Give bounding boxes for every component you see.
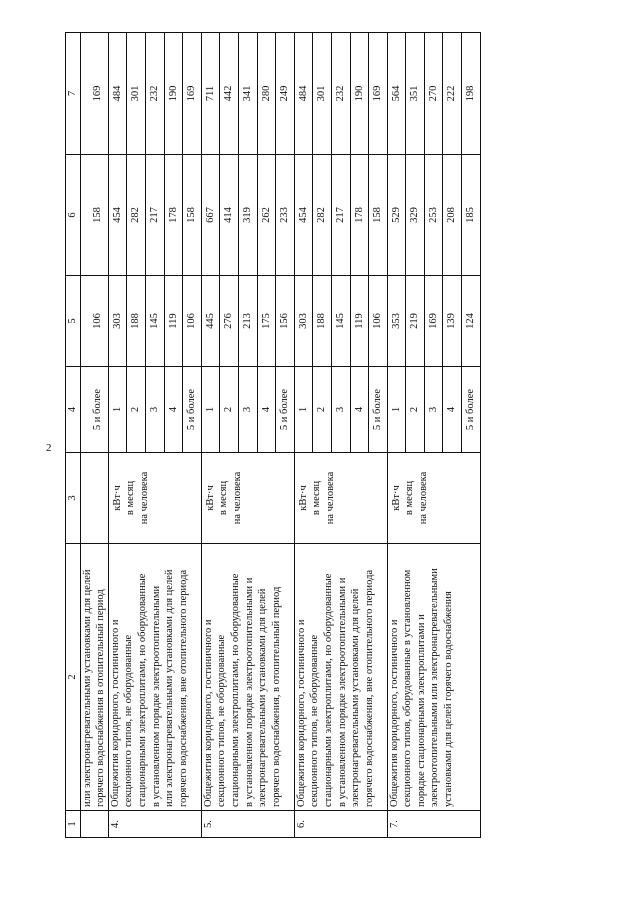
row-number: 4. [108, 811, 201, 838]
continuation-num-cell [80, 811, 108, 838]
value-col-5: 119 [350, 276, 369, 366]
rooms-cell: 4 [257, 367, 276, 452]
rooms-cell-group [108, 367, 201, 453]
value-col-5-group [387, 276, 480, 367]
value-col-5-group [294, 276, 387, 367]
value-col-5-group [108, 276, 201, 367]
table-row [201, 33, 294, 838]
description-line: горячего водоснабжения в отопительный период [95, 589, 107, 807]
row-number: 7. [387, 811, 480, 838]
value-col-6: 329 [405, 155, 424, 275]
value-col-6-group [108, 155, 201, 276]
unit-line: в месяц [218, 480, 230, 516]
value-col-7: 198 [461, 33, 480, 154]
value-col-6: 529 [390, 207, 402, 223]
value-col-7: 249 [275, 33, 294, 154]
value-col-5: 119 [164, 276, 183, 366]
table-row [108, 33, 201, 838]
unit-line: в месяц [311, 480, 323, 516]
header-col-4: 4 [66, 367, 81, 453]
value-col-6: 158 [368, 155, 387, 275]
value-col-7: 169 [368, 33, 387, 154]
description-line: Общежития коридорного, гостиничного и [202, 619, 214, 807]
unit-line: на человека [231, 471, 243, 525]
rooms-cell: 2 [219, 367, 238, 452]
table-row [294, 33, 387, 838]
rooms-cell-group [294, 367, 387, 453]
value-col-6: 158 [182, 155, 201, 275]
value-col-6: 414 [219, 155, 238, 275]
value-col-6-group [387, 155, 480, 276]
description-line: Общежития коридорного, гостиничного и [295, 619, 307, 807]
rooms-cell: 5 и более [80, 367, 108, 453]
value-col-5: 156 [275, 276, 294, 366]
value-col-5: 145 [145, 276, 164, 366]
value-col-5: 445 [204, 313, 216, 329]
unit-line: кВт·ч [297, 485, 309, 511]
value-col-5: 175 [257, 276, 276, 366]
continuation-description [80, 544, 108, 811]
value-col-5: 169 [424, 276, 443, 366]
value-col-6: 253 [424, 155, 443, 275]
header-col-2: 2 [66, 544, 81, 811]
description-line: порядке стационарными электроплитами и [415, 614, 427, 807]
value-col-5: 219 [405, 276, 424, 366]
description-line: электронагревательными установками для целей [350, 588, 362, 807]
rooms-cell: 5 и более [461, 367, 480, 452]
description-line: горячего водоснабжения, вне отопительного периода [363, 569, 375, 807]
value-col-5: 213 [238, 276, 257, 366]
rooms-cell: 5 и более [275, 367, 294, 452]
header-col-3: 3 [66, 453, 81, 544]
description-line: стационарными электроплитами, но оборудованные [322, 573, 334, 807]
value-col-7: 270 [424, 33, 443, 154]
description-line: электронагревательными установками для целей [257, 588, 269, 807]
value-col-7: 484 [111, 85, 123, 102]
value-col-6: 217 [331, 155, 350, 275]
value-col-5: 106 [80, 276, 108, 367]
value-col-7: 301 [312, 33, 331, 154]
header-col-6: 6 [66, 155, 81, 276]
unit-line: кВт·ч [204, 485, 216, 511]
description-line: горячего водоснабжения, вне отопительного периода [177, 569, 189, 807]
value-col-7: 351 [405, 33, 424, 154]
description-line: секционного типов, не оборудованные [309, 634, 321, 807]
header-col-7: 7 [66, 33, 81, 155]
value-col-6: 282 [312, 155, 331, 275]
rooms-cell: 2 [405, 367, 424, 452]
description-line: в установленном порядке электроотопительными и [243, 577, 255, 807]
value-col-5: 106 [368, 276, 387, 366]
value-col-6: 178 [350, 155, 369, 275]
value-col-5: 188 [126, 276, 145, 366]
description-line: электроотопительными или электронагревательными [429, 568, 441, 807]
row-number: 6. [294, 811, 387, 838]
rooms-cell: 2 [126, 367, 145, 452]
unit-line: в месяц [404, 480, 416, 516]
value-col-6-group [201, 155, 294, 276]
value-col-5: 106 [182, 276, 201, 366]
value-col-7: 301 [126, 33, 145, 154]
value-col-7: 711 [204, 85, 216, 102]
description-line: в установленном порядке электроотопительными и [336, 577, 348, 807]
rooms-cell: 4 [350, 367, 369, 452]
rooms-cell: 3 [238, 367, 257, 452]
row-description [108, 544, 201, 811]
consumption-norms-table [65, 32, 481, 838]
rooms-cell-group [387, 367, 480, 453]
row-description [294, 544, 387, 811]
unit-cell [294, 453, 387, 544]
description-line: секционного типов, не оборудованные [216, 634, 228, 807]
unit-line: на человека [138, 471, 150, 525]
value-col-5: 139 [442, 276, 461, 366]
value-col-5-group [201, 276, 294, 367]
rooms-cell: 2 [312, 367, 331, 452]
row-number: 5. [201, 811, 294, 838]
value-col-7: 232 [145, 33, 164, 154]
rooms-cell: 4 [442, 367, 461, 452]
value-col-7-group [201, 33, 294, 155]
unit-line: на человека [417, 471, 429, 525]
value-col-5: 353 [390, 313, 402, 329]
value-col-6: 178 [164, 155, 183, 275]
header-col-5: 5 [66, 276, 81, 367]
description-line: стационарными электроплитами, но оборудованные [136, 573, 148, 807]
table-row [387, 33, 480, 838]
value-col-6: 454 [111, 207, 123, 223]
value-col-7: 341 [238, 33, 257, 154]
value-col-6: 208 [442, 155, 461, 275]
row-description [201, 544, 294, 811]
row-description [387, 544, 480, 811]
unit-cell [108, 453, 201, 544]
value-col-6: 217 [145, 155, 164, 275]
value-col-5: 276 [219, 276, 238, 366]
rooms-cell: 4 [164, 367, 183, 452]
value-col-7-group [108, 33, 201, 155]
description-line: или электронагревательными установками для целей [164, 569, 176, 807]
unit-cell [387, 453, 480, 544]
unit-line: в месяц [125, 480, 137, 516]
value-col-6: 185 [461, 155, 480, 275]
description-line: горячего водоснабжения, в отопительный период [270, 586, 282, 807]
value-col-5: 124 [461, 276, 480, 366]
value-col-7: 190 [350, 33, 369, 154]
rooms-cell: 1 [111, 406, 123, 413]
header-col-1: 1 [66, 811, 81, 838]
value-col-6: 233 [275, 155, 294, 275]
rooms-cell: 3 [331, 367, 350, 452]
value-col-7: 280 [257, 33, 276, 154]
value-col-6: 282 [126, 155, 145, 275]
unit-cell [201, 453, 294, 544]
rotated-table-container [65, 33, 601, 838]
continuation-row [80, 33, 108, 838]
description-line: установками для целей горячего водоснабжения [443, 591, 455, 807]
value-col-6: 667 [204, 207, 216, 223]
rooms-cell-group [201, 367, 294, 453]
page-number: 2 [46, 442, 52, 454]
rooms-cell: 1 [390, 406, 402, 413]
rooms-cell: 3 [145, 367, 164, 452]
value-col-6: 319 [238, 155, 257, 275]
rooms-cell: 1 [204, 406, 216, 413]
value-col-6: 262 [257, 155, 276, 275]
value-col-5: 188 [312, 276, 331, 366]
value-col-5: 303 [297, 313, 309, 329]
value-col-7-group [294, 33, 387, 155]
unit-line: на человека [324, 471, 336, 525]
description-line: стационарными электроплитами, но оборудованные [229, 573, 241, 807]
rooms-cell: 5 и более [182, 367, 201, 452]
value-col-6: 158 [80, 155, 108, 276]
unit-line: кВт·ч [111, 485, 123, 511]
unit-line: кВт·ч [390, 485, 402, 511]
value-col-7: 190 [164, 33, 183, 154]
value-col-7: 442 [219, 33, 238, 154]
rooms-cell: 1 [297, 406, 309, 413]
value-col-5: 303 [111, 313, 123, 329]
value-col-7: 169 [182, 33, 201, 154]
value-col-7: 222 [442, 33, 461, 154]
value-col-7-group [387, 33, 480, 155]
value-col-6: 454 [297, 207, 309, 223]
rooms-cell: 5 и более [368, 367, 387, 452]
rooms-cell: 3 [424, 367, 443, 452]
description-line: или электронагревательными установками для целей [81, 569, 93, 807]
description-line: Общежития коридорного, гостиничного и [388, 619, 400, 807]
value-col-7: 232 [331, 33, 350, 154]
description-line: Общежития коридорного, гостиничного и [109, 619, 121, 807]
description-line: секционного типов, оборудованные в установленном [402, 569, 414, 807]
description-line: в установленном порядке электроотопительными [150, 585, 162, 807]
header-row [66, 33, 81, 838]
continuation-unit-cell [80, 453, 108, 544]
value-col-5: 145 [331, 276, 350, 366]
value-col-7: 169 [80, 33, 108, 155]
value-col-7: 564 [390, 85, 402, 102]
value-col-7: 484 [297, 85, 309, 102]
description-line: секционного типов, не оборудованные [123, 634, 135, 807]
value-col-6-group [294, 155, 387, 276]
